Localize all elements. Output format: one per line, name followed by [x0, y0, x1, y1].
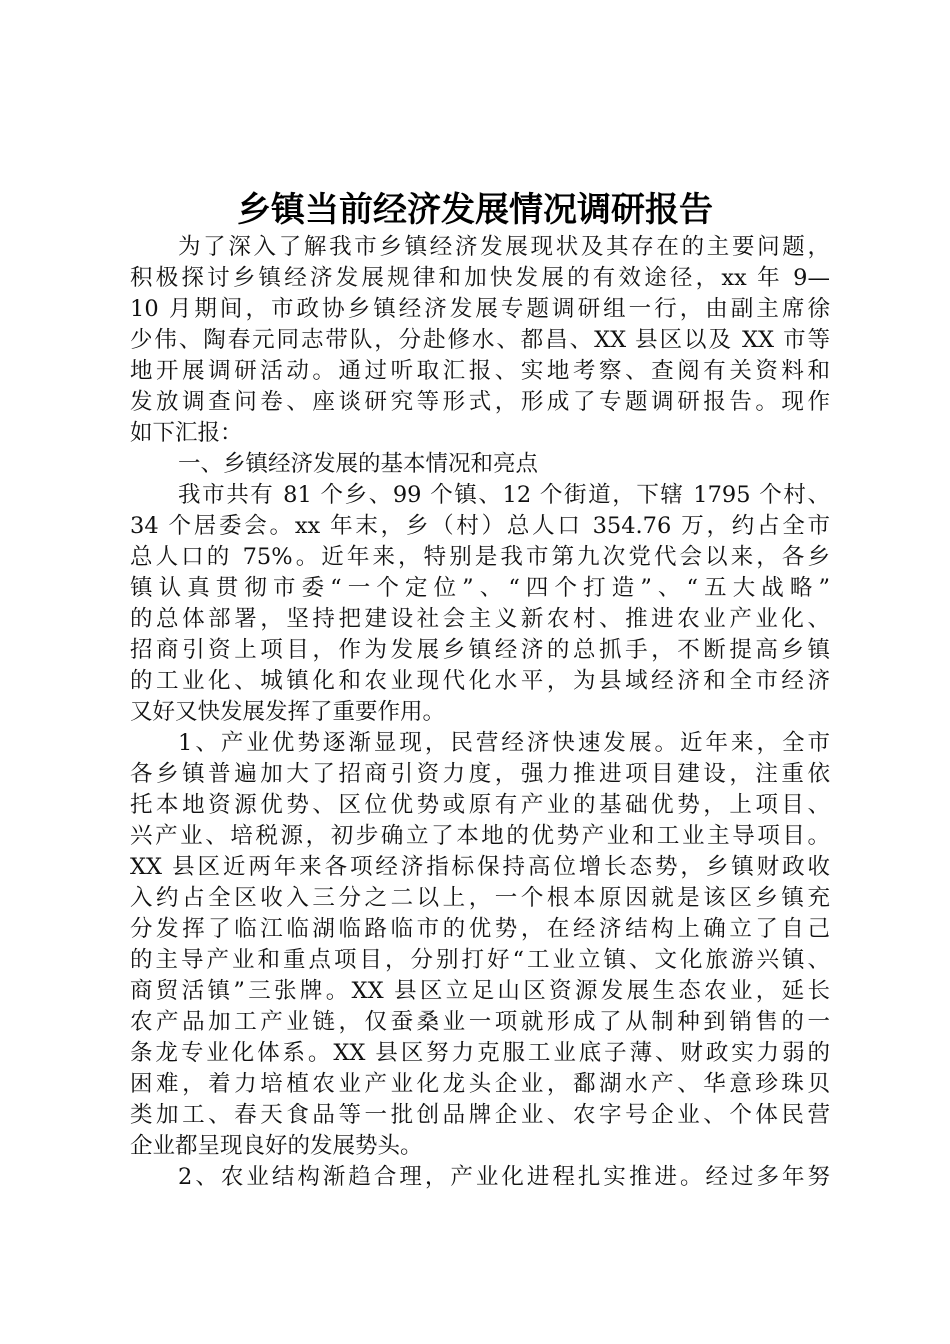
- body-text-line: 的总体部署，坚持把建设社会主义新农村、推进农业产业化、: [130, 606, 830, 632]
- body-text-line: 各乡镇普遍加大了招商引资力度，强力推进项目建设，注重依: [130, 761, 830, 787]
- body-text-line: 托本地资源优势、区位优势或原有产业的基础优势，上项目、: [130, 792, 830, 818]
- body-text-line: 为了深入了解我市乡镇经济发展现状及其存在的主要问题，: [178, 234, 830, 260]
- body-text-line: 我市共有 81 个乡、99 个镇、12 个街道，下辖 1795 个村、: [178, 482, 830, 508]
- body-text-line: 1、产业优势逐渐显现，民营经济快速发展。近年来，全市: [178, 730, 830, 756]
- body-text-line: 农产品加工产业链，仅蚕桑业一项就形成了从制种到销售的一: [130, 1009, 830, 1035]
- body-text-line: 又好又快发展发挥了重要作用。: [130, 699, 446, 725]
- body-text-line: 积极探讨乡镇经济发展规律和加快发展的有效途径，xx 年 9—: [130, 265, 830, 291]
- body-text-line: 一、乡镇经济发展的基本情况和亮点: [178, 451, 539, 477]
- body-text-line: 地开展调研活动。通过听取汇报、实地考察、查阅有关资料和: [130, 358, 830, 384]
- body-text-line: 入约占全区收入三分之二以上，一个根本原因就是该区乡镇充: [130, 885, 830, 911]
- body-text-line: 总人口的 75%。近年来，特别是我市第九次党代会以来，各乡: [130, 544, 830, 570]
- body-text-line: 2、农业结构渐趋合理，产业化进程扎实推进。经过多年努: [178, 1164, 830, 1190]
- document-title: 乡镇当前经济发展情况调研报告: [237, 190, 713, 230]
- body-text-line: 企业都呈现良好的发展势头。: [130, 1133, 423, 1159]
- body-text-line: 的主导产业和重点项目，分别打好“工业立镇、文化旅游兴镇、: [130, 947, 830, 973]
- body-text-line: XX 县区近两年来各项经济指标保持高位增长态势，乡镇财政收: [130, 854, 830, 880]
- body-text-line: 镇认真贯彻市委“一个定位”、“四个打造”、“五大战略”: [130, 575, 830, 601]
- body-text-line: 困难，着力培植农业产业化龙头企业，鄱湖水产、华意珍珠贝: [130, 1071, 830, 1097]
- body-text-line: 分发挥了临江临湖临路临市的优势，在经济结构上确立了自己: [130, 916, 830, 942]
- body-text-line: 兴产业、培税源，初步确立了本地的优势产业和工业主导项目。: [130, 823, 830, 849]
- body-text-line: 商贸活镇”三张牌。XX 县区立足山区资源发展生态农业，延长: [130, 978, 830, 1004]
- body-text-line: 少伟、陶春元同志带队，分赴修水、都昌、XX 县区以及 XX 市等: [130, 327, 830, 353]
- body-text-line: 10 月期间，市政协乡镇经济发展专题调研组一行，由副主席徐: [130, 296, 830, 322]
- body-text-line: 发放调查问卷、座谈研究等形式，形成了专题调研报告。现作: [130, 389, 830, 415]
- body-text-line: 的工业化、城镇化和农业现代化水平，为县域经济和全市经济: [130, 668, 830, 694]
- body-text-line: 类加工、春天食品等一批创品牌企业、农字号企业、个体民营: [130, 1102, 830, 1128]
- body-text-line: 条龙专业化体系。XX 县区努力克服工业底子薄、财政实力弱的: [130, 1040, 830, 1066]
- body-text-line: 招商引资上项目，作为发展乡镇经济的总抓手，不断提高乡镇: [130, 637, 830, 663]
- body-text-line: 如下汇报：: [130, 420, 243, 446]
- body-text-line: 34 个居委会。xx 年末，乡（村）总人口 354.76 万，约占全市: [130, 513, 830, 539]
- document-body: [130, 232, 830, 1193]
